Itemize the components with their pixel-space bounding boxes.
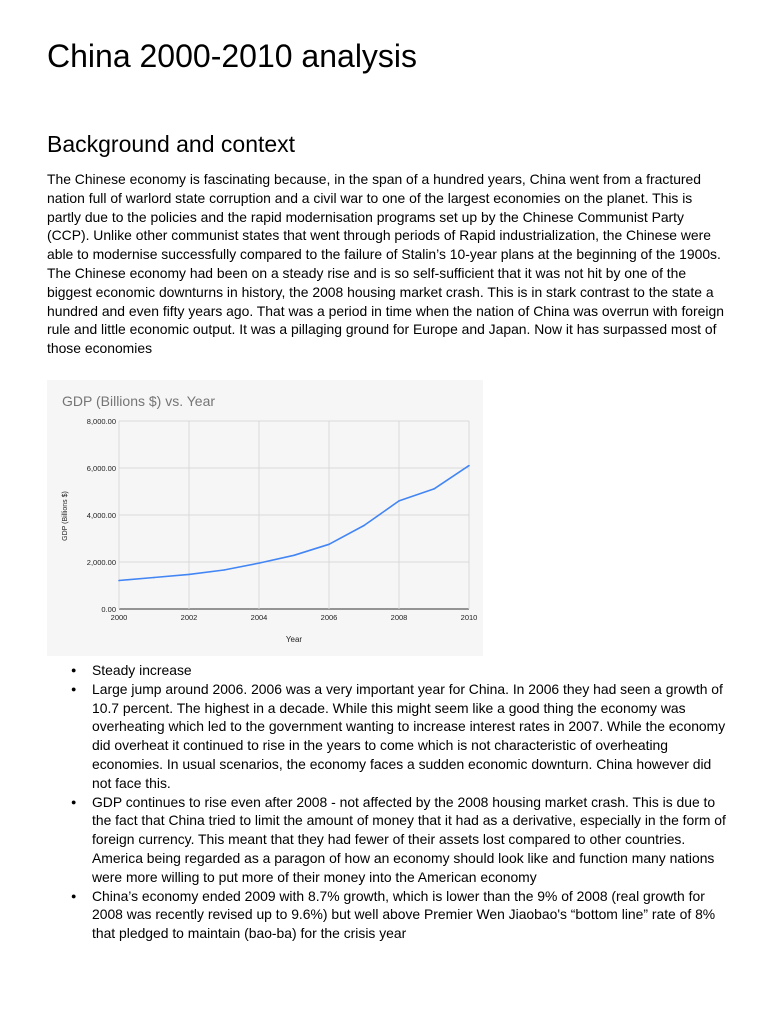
x-axis-label: Year bbox=[285, 635, 303, 644]
gdp-data-point bbox=[468, 465, 470, 467]
gdp-data-point bbox=[188, 574, 190, 576]
gdp-data-point bbox=[118, 580, 120, 582]
section-heading: Background and context bbox=[47, 131, 296, 157]
gdp-chart bbox=[47, 380, 483, 656]
chart-title: GDP (Billions $) vs. Year bbox=[62, 393, 216, 409]
gdp-chart-svg bbox=[47, 380, 483, 656]
gdp-data-point bbox=[363, 525, 365, 527]
x-tick-label: 2002 bbox=[180, 613, 198, 622]
y-tick-label: 0.00 bbox=[101, 605, 116, 614]
bullet-item: ● GDP continues to rise even after 2008 - not affected by the 2008 housing market crash. This is due to the fact that China tried to limit the amount of money that it had as a derivative, especially in the form of foreign currency. This meant that they had fewer of their assets lost compared to other countries. America being regarded as a paragon of how an economy should look like and function many nations were more willing to put more of their money into the American economy bbox=[47, 793, 727, 887]
bullet-item: ● Steady increase bbox=[47, 661, 727, 680]
gdp-data-point bbox=[433, 488, 435, 490]
bullet-list bbox=[47, 661, 727, 943]
document-title: China 2000-2010 analysis bbox=[47, 38, 418, 74]
gdp-data-point bbox=[398, 500, 400, 502]
x-tick-label: 2004 bbox=[250, 613, 268, 622]
bullet-item: ● Large jump around 2006. 2006 was a very important year for China. In 2006 they had seen a growth of 10.7 percent. The highest in a decade. While this might seem like a good thing the economy was overheating which led to the government wanting to increase interest rates in 2007. While the economy did overheat it continued to rise in the years to come which is not characteristic of overheating economies. In usual scenarios, the economy faces a sudden economic downturn. China however did not face this. bbox=[47, 680, 727, 793]
x-tick-label: 2008 bbox=[390, 613, 408, 622]
x-tick-label: 2010 bbox=[460, 613, 478, 622]
gdp-data-point bbox=[258, 562, 260, 564]
gdp-data-point bbox=[223, 569, 225, 571]
gdp-data-point bbox=[293, 554, 295, 556]
bullet-item: ● China’s economy ended 2009 with 8.7% growth, which is lower than the 9% of 2008 (real growth for 2008 was recently revised up to 9.6%) but well above Premier Wen Jiaobao's “bottom line” rate of 8% that pledged to maintain (bao-ba) for the crisis year bbox=[47, 887, 727, 943]
y-tick-label: 6,000.00 bbox=[86, 464, 116, 473]
x-tick-label: 2006 bbox=[320, 613, 338, 622]
background-paragraph: The Chinese economy is fascinating because, in the span of a hundred years, China went from a fractured nation full of warlord state corruption and a civil war to one of the largest economies on the planet. This is partly due to the policies and the rapid modernisation programs set up by the Chinese Communist Party (CCP). Unlike other communist states that went through periods of Rapid industrialization, the Chinese were able to modernise successfully compared to the failure of Stalin’s 10-year plans at the beginning of the 1900s. The Chinese economy had been on a steady rise and is so self-sufficient that it was not hit by one of the biggest economic downturns in history, the 2008 housing market crash. This is in stark contrast to the state a hundred and even fifty years ago. That was a period in time when the nation of China was overrun with foreign rule and little economic output. It was a pillaging ground for Europe and Japan. Now it has surpassed most of those economies bbox=[47, 171, 724, 357]
y-axis-label: GDP (Billions $) bbox=[62, 491, 69, 541]
y-tick-label: 2,000.00 bbox=[86, 558, 116, 567]
y-tick-label: 4,000.00 bbox=[86, 511, 116, 520]
x-tick-label: 2000 bbox=[110, 613, 128, 622]
gdp-data-point bbox=[153, 577, 155, 579]
y-tick-label: 8,000.00 bbox=[86, 417, 116, 426]
gdp-data-point bbox=[328, 544, 330, 546]
